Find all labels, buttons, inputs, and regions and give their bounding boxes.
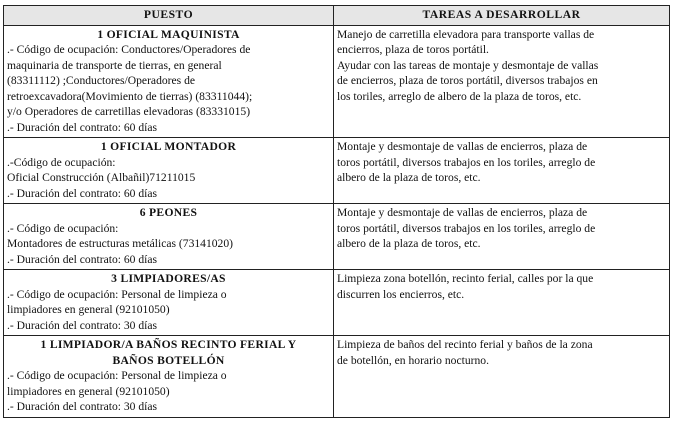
position-detail-line: .- Código de ocupación: Personal de limpieza o: [7, 287, 227, 301]
position-detail-line: .- Duración del contrato: 60 días: [7, 186, 158, 200]
table-header-row: [4, 6, 670, 26]
tareas-cell: [334, 138, 670, 204]
table-row: [4, 336, 670, 418]
task-line: de botellón, en horario nocturno.: [337, 353, 489, 367]
position-detail-line: (83311112) ;Conductores/Operadores de: [7, 74, 196, 87]
task-line: de encierros, plaza de toros portátil, diversos trabajos en: [337, 74, 598, 87]
table-row: [4, 25, 670, 138]
position-title: 1 OFICIAL MAQUINISTA: [97, 27, 240, 41]
task-line: Limpieza de baños del recinto ferial y baños de la zona: [337, 338, 593, 351]
position-detail-line: Montadores de estructuras metálicas (73141020): [7, 237, 234, 250]
position-title: 3 LIMPIADORES/AS: [111, 272, 226, 285]
task-line: Limpieza zona botellón, recinto ferial, calles por la que: [337, 272, 594, 285]
position-detail-line: .- Duración del contrato: 30 días: [7, 400, 158, 413]
position-title: 1 OFICIAL MONTADOR: [100, 140, 237, 153]
task-line: encierros, plaza de toros portátil.: [337, 43, 489, 56]
position-detail-line: Oficial Construcción (Albañil)71211015: [7, 171, 196, 184]
task-line: toros portátil, diversos trabajos en los toriles, arreglo de: [337, 221, 596, 235]
position-title: 6 PEONES: [139, 206, 198, 219]
position-detail-line: .- Duración del contrato: 30 días: [7, 318, 158, 332]
puesto-cell: [4, 25, 334, 138]
tareas-cell: [334, 336, 670, 418]
task-line: albero de la plaza de toros, etc.: [337, 171, 481, 184]
position-detail-line: .- Duración del contrato: 60 días: [7, 252, 158, 266]
header-puesto: PUESTO: [4, 6, 334, 26]
tareas-cell: [334, 25, 670, 138]
header-tareas: TAREAS A DESARROLLAR: [334, 6, 670, 26]
tareas-cell: [334, 270, 670, 336]
tareas-cell: [334, 204, 670, 270]
position-title: 1 LIMPIADOR/A BAÑOS RECINTO FERIAL Y: [40, 338, 297, 351]
puesto-cell: [4, 270, 334, 336]
task-line: albero de la plaza de toros, etc.: [337, 237, 481, 250]
position-detail-line: limpiadores en general (92101050): [7, 303, 170, 316]
position-detail-line: maquinaria de transporte de tierras, en general: [7, 58, 222, 72]
job-positions-table: [3, 5, 670, 418]
task-line: toros portátil, diversos trabajos en los toriles, arreglo de: [337, 155, 596, 169]
position-detail-line: y/o Operadores de carretillas elevadoras (83331015): [7, 105, 251, 118]
task-line: discurren los encierros, etc.: [337, 287, 465, 301]
task-line: Ayudar con las tareas de montaje y desmontaje de vallas: [337, 58, 599, 72]
task-line: Montaje y desmontaje de vallas de encierros, plaza de: [337, 206, 588, 219]
puesto-cell: [4, 138, 334, 204]
position-detail-line: .-Código de ocupación:: [7, 155, 116, 169]
task-line: Manejo de carretilla elevadora para transporte vallas de: [337, 27, 595, 41]
position-detail-line: retroexcavadora(Movimiento de tierras) (83311044);: [7, 89, 253, 103]
position-detail-line: .- Duración del contrato: 60 días: [7, 120, 158, 134]
table-row: [4, 270, 670, 336]
position-detail-line: .- Código de ocupación: Conductores/Operadores de: [7, 43, 251, 56]
position-detail-line: limpiadores en general (92101050): [7, 384, 170, 398]
puesto-cell: [4, 204, 334, 270]
position-title: BAÑOS BOTELLÓN: [112, 353, 225, 367]
table-row: [4, 204, 670, 270]
puesto-cell: [4, 336, 334, 418]
task-line: los toriles, arreglo de albero de la plaza de toros, etc.: [337, 89, 582, 103]
task-line: Montaje y desmontaje de vallas de encierros, plaza de: [337, 140, 588, 153]
position-detail-line: .- Código de ocupación: Personal de limpieza o: [7, 369, 227, 382]
table-row: [4, 138, 670, 204]
position-detail-line: .- Código de ocupación:: [7, 221, 119, 235]
